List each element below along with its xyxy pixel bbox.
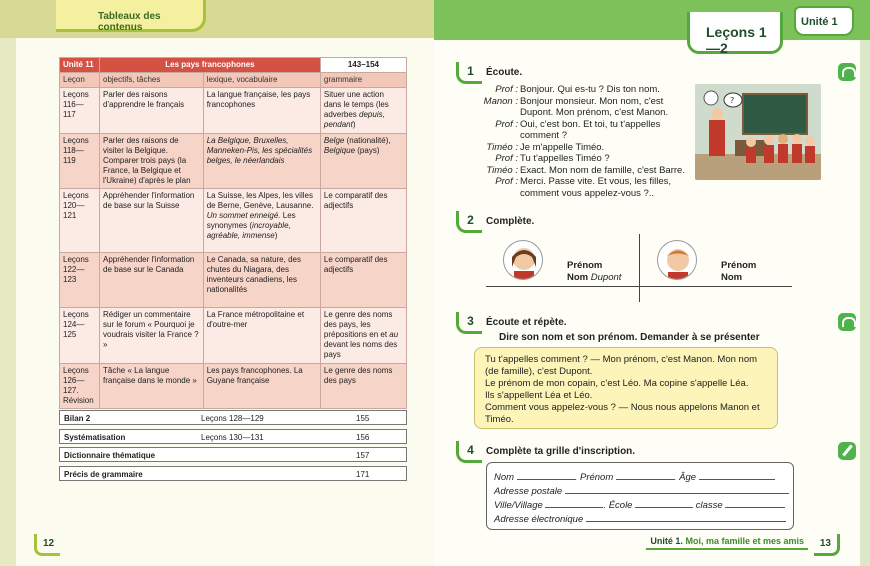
cell-text-italic: depuis, pendant xyxy=(323,110,385,129)
cell-objectifs: Tâche « La langue française dans le monde » xyxy=(100,364,204,409)
speaker: Timéo : xyxy=(486,164,518,176)
grid-divider-vertical xyxy=(639,234,640,302)
exercise-3-number: 3 xyxy=(456,312,482,334)
ville-label: Ville/Village xyxy=(494,500,543,511)
cell-text-italic: Belge xyxy=(323,136,345,145)
cell-lecon: Leçons 116—117 xyxy=(60,88,100,134)
left-nom-line xyxy=(567,272,621,283)
adresse-postale-label: Adresse postale xyxy=(494,486,563,497)
ville-field[interactable] xyxy=(545,499,603,508)
dialogue xyxy=(460,84,690,199)
cell-lexique xyxy=(203,189,320,253)
cell-lecon: Leçons 120—121 xyxy=(60,189,100,253)
speaker: Prof : xyxy=(495,84,518,95)
cell-text-italic: Belgique xyxy=(323,146,356,155)
toc-header-label: Tableaux des contenus xyxy=(98,11,161,33)
table-row xyxy=(60,364,407,409)
left-prenom-label: Prénom xyxy=(567,260,603,271)
summary-label: Précis de grammaire xyxy=(64,470,143,479)
col-header-lexique: lexique, vocabulaire xyxy=(203,73,320,88)
footer-unit-label: Unité 1. xyxy=(650,536,683,546)
cell-objectifs: Parler des raisons de visiter la Belgique. Comparer trois pays (la France, la Belgique et l'Ukraine) d'après le plan xyxy=(100,134,204,189)
adresse-postale-field[interactable] xyxy=(565,485,789,494)
summary-lessons: Leçons 128—129 xyxy=(201,414,264,423)
line-text: Bonjour monsieur. Mon nom, c'est Dupont. Mon prénom, c'est Manon. xyxy=(520,95,669,118)
grid-divider-horizontal xyxy=(486,286,792,287)
dialogue-line xyxy=(460,142,690,154)
pencil-icon[interactable] xyxy=(838,442,856,460)
headphones-icon[interactable] xyxy=(838,63,856,81)
exercise-1-title: Écoute. xyxy=(486,67,523,78)
summary-page: 171 xyxy=(356,470,370,479)
age-label: Âge xyxy=(679,472,697,483)
registration-form xyxy=(486,462,794,530)
dialogue-line xyxy=(460,96,690,119)
lesson-title-tab xyxy=(687,12,783,54)
line-text: Bonjour. Qui es-tu ? Dis ton nom. xyxy=(520,84,660,95)
cell-grammaire xyxy=(320,308,406,364)
exercise-3-subtitle: Dire son nom et son prénom. Demander à se présenter xyxy=(499,332,760,343)
ecole-label: École xyxy=(608,500,633,511)
toc-unit-row xyxy=(60,58,407,73)
unit-tab-label: Unité 1 xyxy=(801,16,838,28)
phrase-line: Ils s'appellent Léa et Léo. xyxy=(485,390,593,401)
summary-lessons: Leçons 130—131 xyxy=(201,433,264,442)
speaker: Prof : xyxy=(495,153,518,164)
dialogue-line xyxy=(460,84,690,96)
toc-table xyxy=(59,57,407,409)
cell-text-italic: au xyxy=(389,330,399,339)
summary-page: 155 xyxy=(356,414,370,423)
cell-objectifs: Rédiger un commentaire sur le forum « Pourquoi je voudrais visiter la France ? » xyxy=(100,308,204,364)
toc-unit-title: Les pays francophones xyxy=(100,58,321,73)
line-text: Merci. Passe vite. Et vous, les filles, comment vous appelez-vous ?.. xyxy=(520,176,671,199)
cell-grammaire: Le comparatif des adjectifs xyxy=(320,189,406,253)
exercise-1-number: 1 xyxy=(456,62,482,84)
cell-lexique: La langue française, les pays francophones xyxy=(203,88,320,134)
cell-lexique: La Belgique, Bruxelles, Manneken-Pis, les spécialités belges, le néerlandais xyxy=(203,134,320,189)
unit-tab xyxy=(794,6,854,36)
toc-unit-label: Unité 11 xyxy=(60,58,100,73)
cell-objectifs: Appréhender l'information de base sur le Canada xyxy=(100,253,204,308)
form-row-2 xyxy=(494,485,789,497)
summary-label: Dictionnaire thématique xyxy=(64,451,156,460)
toc-unit-pages: 143–154 xyxy=(320,58,406,73)
page-number-left: 12 xyxy=(34,534,60,556)
cell-text: Situer une action dans le temps (les adverbes xyxy=(323,90,389,119)
cell-text: ) xyxy=(352,120,356,129)
left-side-strip xyxy=(0,38,16,566)
line-text: Je m'appelle Timéo. xyxy=(520,141,605,153)
boy-avatar xyxy=(657,240,697,280)
cell-text: La Suisse, les Alpes, les villes de Berne, Genève, Lausanne. xyxy=(206,191,314,210)
ecole-field[interactable] xyxy=(635,499,693,508)
toc-column-headers xyxy=(60,73,407,88)
dialogue-line xyxy=(460,153,690,165)
summary-page: 157 xyxy=(356,451,370,460)
toc-header-tab xyxy=(56,0,206,32)
col-header-objectifs: objectifs, tâches xyxy=(100,73,204,88)
right-side-strip xyxy=(860,40,870,566)
form-row-4 xyxy=(494,513,786,525)
adresse-electronique-label: Adresse électronique xyxy=(494,514,584,525)
table-row xyxy=(60,88,407,134)
cell-objectifs: Appréhender l'information de base sur la Suisse xyxy=(100,189,204,253)
dialogue-line xyxy=(460,165,690,177)
cell-grammaire: Le genre des noms des pays xyxy=(320,364,406,409)
cell-text: (nationalité), xyxy=(344,136,391,145)
form-row-3: Ville/Village . École classe xyxy=(494,499,785,511)
cell-lecon: Leçons 126—127. Révision xyxy=(60,364,100,409)
line-text: Exact. Mon nom de famille, c'est Barre. xyxy=(520,164,685,176)
col-header-grammaire: grammaire xyxy=(320,73,406,88)
table-row xyxy=(60,308,407,364)
speaker: Manon : xyxy=(483,95,518,107)
phrase-line: Comment vous appelez-vous ? — Nous nous appelons Manon et Timéo. xyxy=(485,402,760,425)
classroom-illustration xyxy=(695,84,821,180)
cell-lexique: La France métropolitaine et d'outre-mer xyxy=(203,308,320,364)
col-header-lecon: Leçon xyxy=(60,73,100,88)
cell-lecon: Leçons 124—125 xyxy=(60,308,100,364)
footer-unit-title xyxy=(646,536,808,550)
lesson-title: Leçons 1—2 xyxy=(706,24,767,56)
phrase-line: Le prénom de mon copain, c'est Léo. Ma copine s'appelle Léa. xyxy=(485,378,749,389)
cell-text: ) xyxy=(274,231,278,240)
cell-lecon: Leçons 122—123 xyxy=(60,253,100,308)
cell-text-italic: incroyable, agréable, immense xyxy=(206,221,291,240)
summary-label: Systématisation xyxy=(64,433,126,442)
cell-grammaire xyxy=(320,88,406,134)
classe-field[interactable] xyxy=(725,499,785,508)
dialogue-line xyxy=(460,176,690,199)
exercise-2-number: 2 xyxy=(456,211,482,233)
cell-grammaire xyxy=(320,134,406,189)
left-nom-value: Dupont xyxy=(590,272,622,283)
table-row xyxy=(60,134,407,189)
speaker: Prof : xyxy=(495,176,518,187)
cell-text-italic: Un sommet enneigé. xyxy=(206,211,281,220)
right-nom-label: Nom xyxy=(721,272,743,283)
nom-field[interactable] xyxy=(517,471,575,480)
phrases-box xyxy=(474,347,778,429)
right-prenom-label: Prénom xyxy=(721,260,757,271)
exercise-2-title: Complète. xyxy=(486,216,535,227)
cell-lexique: Les pays francophones. La Guyane française xyxy=(203,364,320,409)
table-row xyxy=(60,253,407,308)
headphones-icon[interactable] xyxy=(838,313,856,331)
cell-grammaire: Le comparatif des adjectifs xyxy=(320,253,406,308)
age-field[interactable] xyxy=(699,471,775,480)
cell-text: Les synonymes ( xyxy=(206,211,296,230)
phrase-line: Tu t'appelles comment ? — Mon prénom, c'est Manon. Mon nom (de famille), c'est Dupont. xyxy=(485,354,758,377)
cell-lecon: Leçons 118—119 xyxy=(60,134,100,189)
exercise-4-title: Complète ta grille d'inscription. xyxy=(486,446,636,457)
summary-row-precis xyxy=(59,466,407,481)
prenom-field[interactable] xyxy=(616,471,674,480)
girl-avatar xyxy=(503,240,543,280)
exercise-3-title: Écoute et répète. xyxy=(486,317,567,328)
dialogue-line xyxy=(460,119,690,142)
adresse-electronique-field[interactable] xyxy=(586,513,786,522)
classe-label: classe xyxy=(695,500,723,511)
footer-unit-name: Moi, ma famille et mes amis xyxy=(685,536,804,546)
cell-text: Le genre des noms des pays, les prépositions en et xyxy=(323,310,393,339)
left-nom-label: Nom xyxy=(567,272,589,283)
prenom-label: Prénom xyxy=(579,472,614,483)
nom-label: Nom xyxy=(494,472,515,483)
exercise-4-number: 4 xyxy=(456,441,482,463)
line-text: Tu t'appelles Timéo ? xyxy=(520,153,610,164)
summary-row-bilan xyxy=(59,410,407,425)
summary-row-dictionnaire xyxy=(59,447,407,462)
cell-lexique: Le Canada, sa nature, des chutes du Niagara, des inventeurs canadiens, les nationalités xyxy=(203,253,320,308)
table-row xyxy=(60,189,407,253)
svg-text:?: ? xyxy=(730,96,735,105)
summary-label: Bilan 2 xyxy=(64,414,91,423)
summary-page: 156 xyxy=(356,433,370,442)
cell-text: devant les noms des pays xyxy=(323,340,398,359)
line-text: Oui, c'est bon. Et toi, tu t'appelles comment ? xyxy=(520,118,661,141)
form-row-1: Nom . Prénom . Âge xyxy=(494,471,775,483)
speaker: Prof : xyxy=(495,118,518,130)
cell-text: (pays) xyxy=(355,146,380,155)
cell-objectifs: Parler des raisons d'apprendre le français xyxy=(100,88,204,134)
left-page xyxy=(0,0,434,566)
summary-row-systematisation xyxy=(59,429,407,444)
speaker: Timéo : xyxy=(486,141,518,153)
page-number-right: 13 xyxy=(814,534,840,556)
